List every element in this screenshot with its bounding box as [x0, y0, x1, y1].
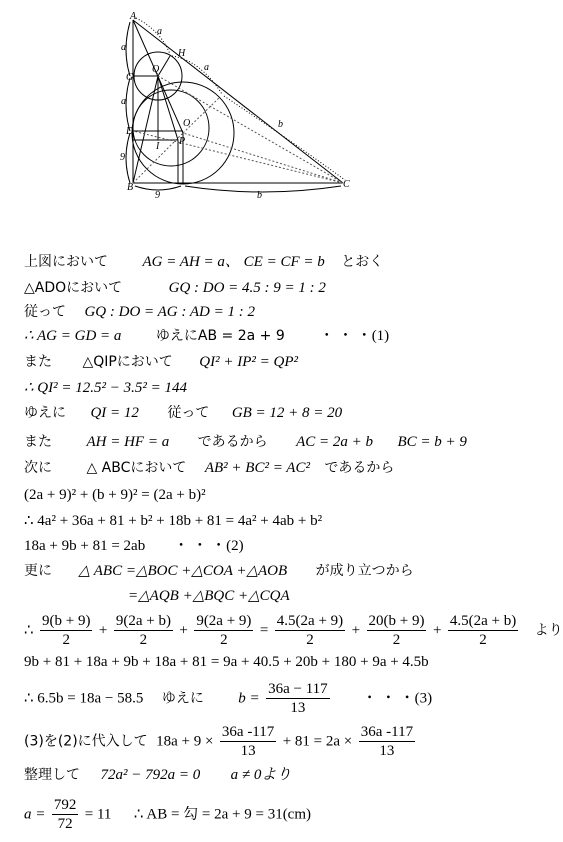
dim-brace-hyp: [136, 18, 345, 180]
math-expr: ∴ 6.5b = 18a − 58.5: [24, 690, 144, 707]
label-c: C: [343, 179, 350, 190]
fraction-denominator: 2: [306, 632, 314, 648]
line-q-h: [158, 56, 170, 76]
math-expr: ・ ・ ・(3): [362, 690, 433, 707]
math-expr: GQ : DO = AG : AD = 1 : 2: [84, 304, 255, 320]
seg-hc-label: a: [204, 62, 209, 73]
line-20: [24, 796, 311, 833]
fraction-numerator: 4.5(2a + 9): [276, 613, 344, 629]
fraction-numerator: 9(b + 9): [42, 613, 91, 629]
line-16: [24, 653, 429, 671]
therefore-symbol: ∴: [24, 622, 34, 639]
seg-db-label: 9: [120, 152, 125, 163]
text-jp: 上図において: [24, 254, 108, 270]
text-jp: 更に: [24, 563, 52, 579]
math-expr: a ≠ 0より: [230, 767, 292, 783]
text-jp: また: [24, 434, 52, 450]
text-jp: ゆえにAB = 2a + 9: [155, 328, 285, 344]
seg-oc-label: b: [278, 119, 283, 130]
math-expr: + 81 = 2a ×: [282, 733, 353, 750]
label-h: H: [178, 48, 186, 59]
math-expr: AB² + BC² = AC²: [204, 460, 310, 476]
text-jp: 次に: [24, 460, 52, 476]
seg-bf-label: 9: [155, 190, 160, 201]
label-p: P: [179, 136, 186, 147]
line-13: [24, 562, 414, 580]
line-2: [24, 279, 326, 297]
line-11: [24, 512, 322, 530]
line-10: [24, 486, 206, 504]
middle-circle: [133, 90, 209, 166]
text-jp: とおく: [341, 254, 384, 270]
label-b: B: [127, 182, 134, 193]
line-3: [24, 303, 255, 321]
text-jp: ゆえに: [161, 690, 204, 707]
fraction-numerator: 36a -117: [221, 724, 275, 740]
math-expr: GB = 12 + 8 = 20: [231, 405, 343, 421]
fraction-denominator: 2: [479, 632, 487, 648]
dim-brace-bottom: [135, 186, 341, 192]
fraction-numerator: 9(2a + b): [115, 613, 171, 629]
text-jp: ゆえに: [24, 405, 66, 421]
text-jp: であるから: [324, 460, 395, 476]
math-expr: ∴ 4a² + 36a + 81 + b² + 18b + 81 = 4a² + 4ab + b²: [24, 513, 323, 529]
dotted-c-d: [133, 131, 343, 183]
fraction-numerator: 20(b + 9): [368, 613, 425, 629]
fraction-numerator: 36a -117: [360, 724, 414, 740]
line-17: [24, 680, 432, 717]
line-q-p: [158, 76, 178, 140]
line-12: [24, 537, 244, 555]
fraction-denominator: 2: [220, 632, 228, 648]
fraction-numerator: 36a − 117: [268, 681, 328, 697]
line-5: [24, 353, 298, 371]
fraction-denominator: 2: [139, 632, 148, 648]
text-jp: より: [534, 622, 563, 639]
fraction-denominator: 13: [290, 700, 306, 716]
line-15: ∴ $\frac{9(b + 9)}{2}$ + $\frac{9(2a + b)}{2}$ + $\frac{9(2a + 9)}{2}$ = $\frac{4.5(2a + 9)}{2}$ + $\frac{20(b + 9)}{2}$ + $\frac{4.5(2a + b)}{2}$ より: [24, 613, 563, 648]
math-expr: (2a + 9)² + (b + 9)² = (2a + b)²: [24, 487, 206, 503]
line-19: [24, 766, 291, 784]
line-8: [24, 433, 467, 451]
line-7: [24, 404, 342, 422]
text-jp: △QIPにおいて: [82, 354, 173, 370]
seg-gd-label: a: [121, 96, 126, 107]
line-14: [128, 587, 290, 605]
math-expr: QI = 12: [90, 405, 139, 421]
math-expr: 9b + 81 + 18a + 9b + 18a + 81 = 9a + 40.5 + 20b + 180 + 9a + 4.5b: [24, 654, 429, 670]
text-jp: であるから: [197, 434, 268, 450]
label-a: A: [130, 11, 137, 22]
fraction-denominator: 72: [57, 816, 73, 832]
fraction-denominator: 13: [240, 743, 256, 759]
math-expr: ∴ AG = GD = a: [24, 328, 122, 344]
side-ac: [133, 20, 343, 183]
text-jp: 整理して: [24, 767, 80, 783]
math-expr: △ ABC =△BOC +△COA +△AOB: [78, 563, 288, 579]
math-expr: AH = HF = a: [86, 434, 170, 450]
math-expr: AC = 2a + b: [296, 434, 374, 450]
math-expr: 18a + 9b + 81 = 2ab: [24, 538, 146, 554]
text-jp: △ ABCにおいて: [86, 460, 187, 476]
fraction-numerator: 792: [53, 797, 77, 813]
fraction-numerator: 4.5(2a + b): [449, 613, 517, 629]
seg-ah-label: a: [157, 26, 162, 37]
fraction-numerator: 9(2a + 9): [196, 613, 252, 629]
math-expr: ・ ・ ・(2): [173, 538, 244, 554]
label-d: D: [126, 126, 134, 137]
math-expr: QI² + IP² = QP²: [199, 354, 298, 370]
fraction-denominator: 2: [392, 632, 401, 648]
line-1: [24, 253, 383, 271]
dotted-c-q: [158, 76, 343, 183]
math-expr: ・ ・ ・(1): [319, 328, 390, 344]
math-expr: AG = AH = a、 CE = CF = b: [142, 254, 325, 270]
seg-fc-label: b: [257, 190, 262, 201]
line-18: [24, 723, 417, 760]
fraction-denominator: 2: [62, 632, 70, 648]
math-expr: =△AQB +△BQC +△CQA: [128, 588, 290, 604]
math-expr: BC = b + 9: [397, 434, 467, 450]
math-expr: ∴ QI² = 12.5² − 3.5² = 144: [24, 380, 187, 396]
text-jp: が成り立つから: [315, 563, 414, 579]
fraction-denominator: 13: [379, 743, 395, 759]
text-jp: また: [24, 354, 52, 370]
label-g: G: [126, 72, 134, 83]
dim-brace-left: [126, 22, 130, 183]
text-jp: 従って: [167, 405, 210, 421]
line-9: [24, 459, 394, 477]
label-q: Q: [152, 64, 160, 75]
line-6: [24, 379, 187, 397]
math-expr: 72a² − 792a = 0: [100, 767, 201, 783]
math-expr: a =: [24, 806, 46, 823]
geometry-figure: [0, 0, 558, 215]
math-expr: GQ : DO = 4.5 : 9 = 1 : 2: [168, 280, 326, 296]
math-expr: = 11: [84, 806, 112, 823]
text-jp: (3)を(2)に代入して: [24, 733, 148, 750]
math-expr: 18a + 9 ×: [156, 733, 214, 750]
text-jp: △ADOにおいて: [24, 280, 123, 296]
label-o: O: [183, 118, 191, 129]
text-jp: 従って: [24, 304, 66, 320]
seg-ag-label: a: [121, 42, 126, 53]
line-4: [24, 327, 389, 345]
math-expr: ∴ AB = 勾 = 2a + 9 = 31(cm): [133, 806, 312, 823]
math-expr: b =: [238, 690, 260, 707]
label-i: I: [156, 141, 160, 152]
